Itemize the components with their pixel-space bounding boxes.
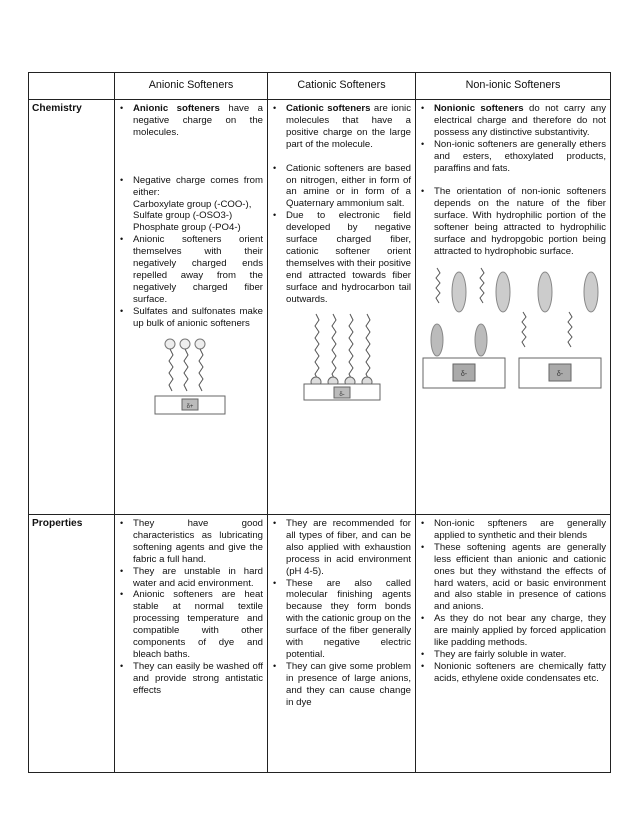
- cell-properties-nonionic: [416, 515, 611, 773]
- header-cationic: Cationic Softeners: [268, 73, 416, 100]
- text-line: Carboxylate group (-COO-),: [133, 198, 252, 210]
- nonionic-softener-diagram-icon: [419, 262, 605, 392]
- list-item: • They can give some problem in presence of large anions, and they can cause change in dye: [286, 661, 411, 709]
- header-row: [29, 73, 611, 100]
- text-fragment: do not carry any electrical charge and therefore do not possess any distinctive substantivity.: [434, 103, 606, 138]
- text-fragment: have a negative charge on the molecules.: [133, 103, 263, 138]
- list-item: • Non-ionic spfteners are generally applied to synthetic and their blends: [434, 518, 606, 542]
- list-item: • Anionic softeners are heat stable at normal textile processing temperature and compatible with other components of dye and bleach baths.: [133, 589, 263, 660]
- list-item: [434, 103, 606, 139]
- softeners-comparison-table: [28, 72, 611, 773]
- header-anionic: Anionic Softeners: [115, 73, 268, 100]
- list-item: • The orientation of non-ionic softeners depends on the nature of the fiber surface. With hydrophilic portion of the softener being attracted to hydrophilic surface and hydropgobic portion being attracted to hydrophobic surface.: [434, 186, 606, 257]
- list-item: • They are recommended for all types of fiber, and can be also applied with exhaustion process in acid environment (pH 4-5).: [286, 518, 411, 578]
- cell-properties-cationic: [268, 515, 416, 773]
- cell-chemistry-anionic: [115, 100, 268, 515]
- figure-label: δ-: [460, 370, 468, 378]
- text-fragment: are ionic molecules that have a positive charge on the large part of the molecule.: [286, 103, 411, 150]
- list-item: • They are unstable in hard water and acid environment.: [133, 566, 263, 590]
- list-item: • Cationic softeners are based on nitrogen, either in form of an amine or in form of a Quaternary ammonium salt.: [286, 163, 411, 211]
- figure-label: δ+: [186, 403, 194, 410]
- cell-properties-anionic: [115, 515, 268, 773]
- list-item: [286, 103, 411, 151]
- row-label-chemistry: Chemistry: [29, 100, 115, 515]
- term-nonionic: Nonionic softeners: [434, 103, 524, 114]
- cell-chemistry-cationic: [268, 100, 416, 515]
- list-item: • Nonionic softeners are chemically fatty acids, ethylene oxide condensates etc.: [434, 661, 606, 685]
- cell-chemistry-nonionic: [416, 100, 611, 515]
- list-item: • They are fairly soluble in water.: [434, 649, 606, 661]
- text-line: Sulfate group (-OSO3-): [133, 210, 233, 222]
- properties-row: [29, 515, 611, 773]
- list-item: • Non-ionic softeners are generally ethers and esters, ethoxylated products, paraffins and fats.: [434, 139, 606, 175]
- cationic-softener-diagram-icon: [286, 310, 396, 402]
- header-nonionic: Non-ionic Softeners: [416, 73, 611, 100]
- list-item: [133, 103, 263, 139]
- list-item: • These softening agents are generally less efficient than anionic and cationic ones but they withstand the effects of hard waters, acid or basic environment and also stable in presence of cations and anions.: [434, 542, 606, 613]
- list-item: • They have good characteristics as lubricating softening agents and give the fabric a full hand.: [133, 518, 263, 566]
- anionic-softener-diagram-icon: [135, 334, 245, 416]
- term-cationic: Cationic softeners: [286, 103, 371, 114]
- text-line: • Negative charge comes from either:: [133, 174, 263, 198]
- list-item: • Anionic softeners orient themselves with their negatively charged ends repelled away from the negatively charged fiber surface.: [133, 234, 263, 305]
- term-anionic: Anionic softeners: [133, 103, 220, 114]
- list-item: • They can easily be washed off and provide strong antistatic effects: [133, 661, 263, 697]
- list-item: • Sulfates and sulfonates make up bulk of anionic softeners: [133, 306, 263, 330]
- list-item: • As they do not bear any charge, they are mainly applied by forced application like padding methods.: [434, 613, 606, 649]
- text-line: Phosphate group (-PO4-): [133, 222, 241, 234]
- row-label-properties: Properties: [29, 515, 115, 773]
- header-empty-cell: [29, 73, 115, 100]
- figure-label: δ-: [338, 391, 345, 398]
- list-item: • Due to electronic field developed by negative surface charged fiber, cationic softener orient themselves with their positive end attracted towards fiber surface and hydrocarbon tail outwards.: [286, 210, 411, 305]
- figure-label: δ-: [556, 370, 564, 378]
- list-item: [133, 175, 263, 235]
- list-item: • These are also called molecular finishing agents because they form bonds with the cationic group on the surface of the fiber generally with negative electric potential.: [286, 578, 411, 661]
- chemistry-row: [29, 100, 611, 515]
